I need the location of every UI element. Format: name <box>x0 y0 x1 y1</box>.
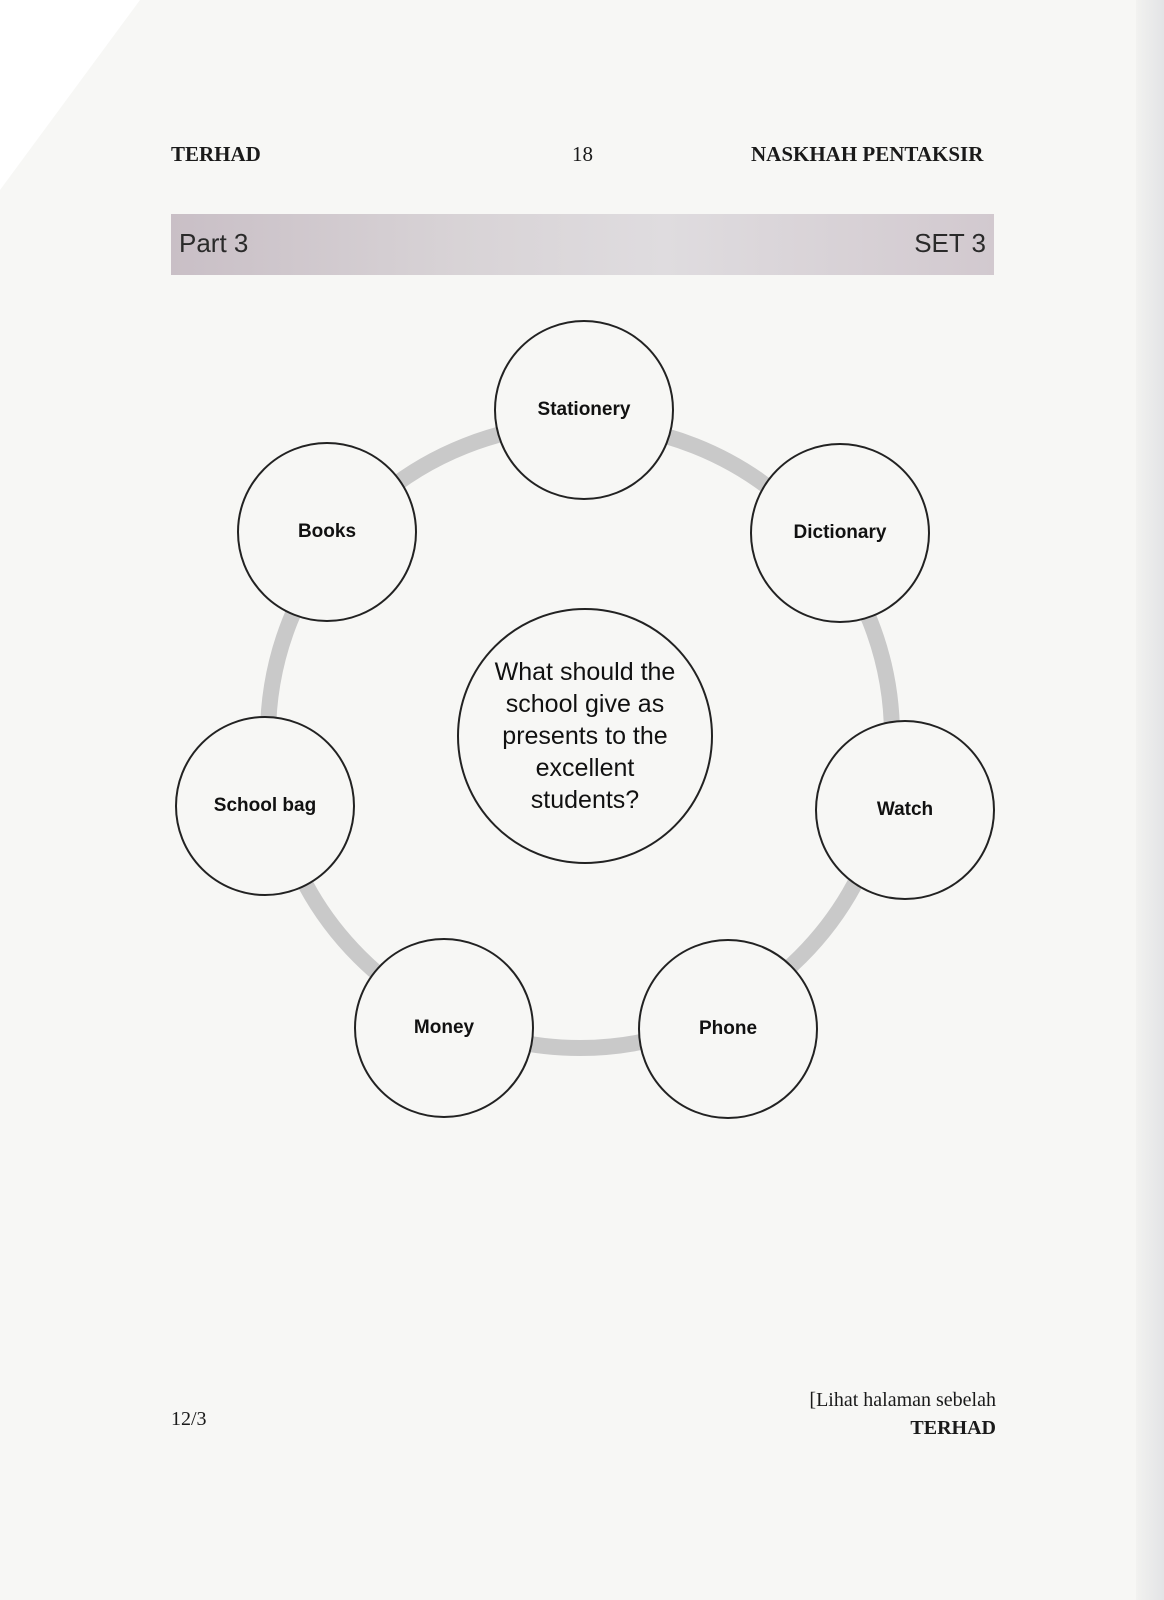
option-watch: Watch <box>815 720 995 900</box>
central-question: What should the school give as presents to the excellent students? <box>457 608 713 864</box>
footer-classification: TERHAD <box>910 1417 996 1439</box>
next-page-note: [Lihat halaman sebelah <box>809 1389 996 1411</box>
option-books: Books <box>237 442 417 622</box>
option-phone: Phone <box>638 939 818 1119</box>
footer-right-block <box>809 1386 996 1442</box>
option-stationery: Stationery <box>494 320 674 500</box>
set-label: SET 3 <box>914 228 986 258</box>
option-money: Money <box>354 938 534 1118</box>
page-number: 18 <box>572 142 593 166</box>
option-dictionary: Dictionary <box>750 443 930 623</box>
paper-code: 12/3 <box>171 1408 207 1430</box>
header-copy-label: NASKHAH PENTAKSIR <box>751 142 984 166</box>
header-classification: TERHAD <box>171 142 261 166</box>
part-label: Part 3 <box>179 228 249 258</box>
option-school-bag: School bag <box>175 716 355 896</box>
